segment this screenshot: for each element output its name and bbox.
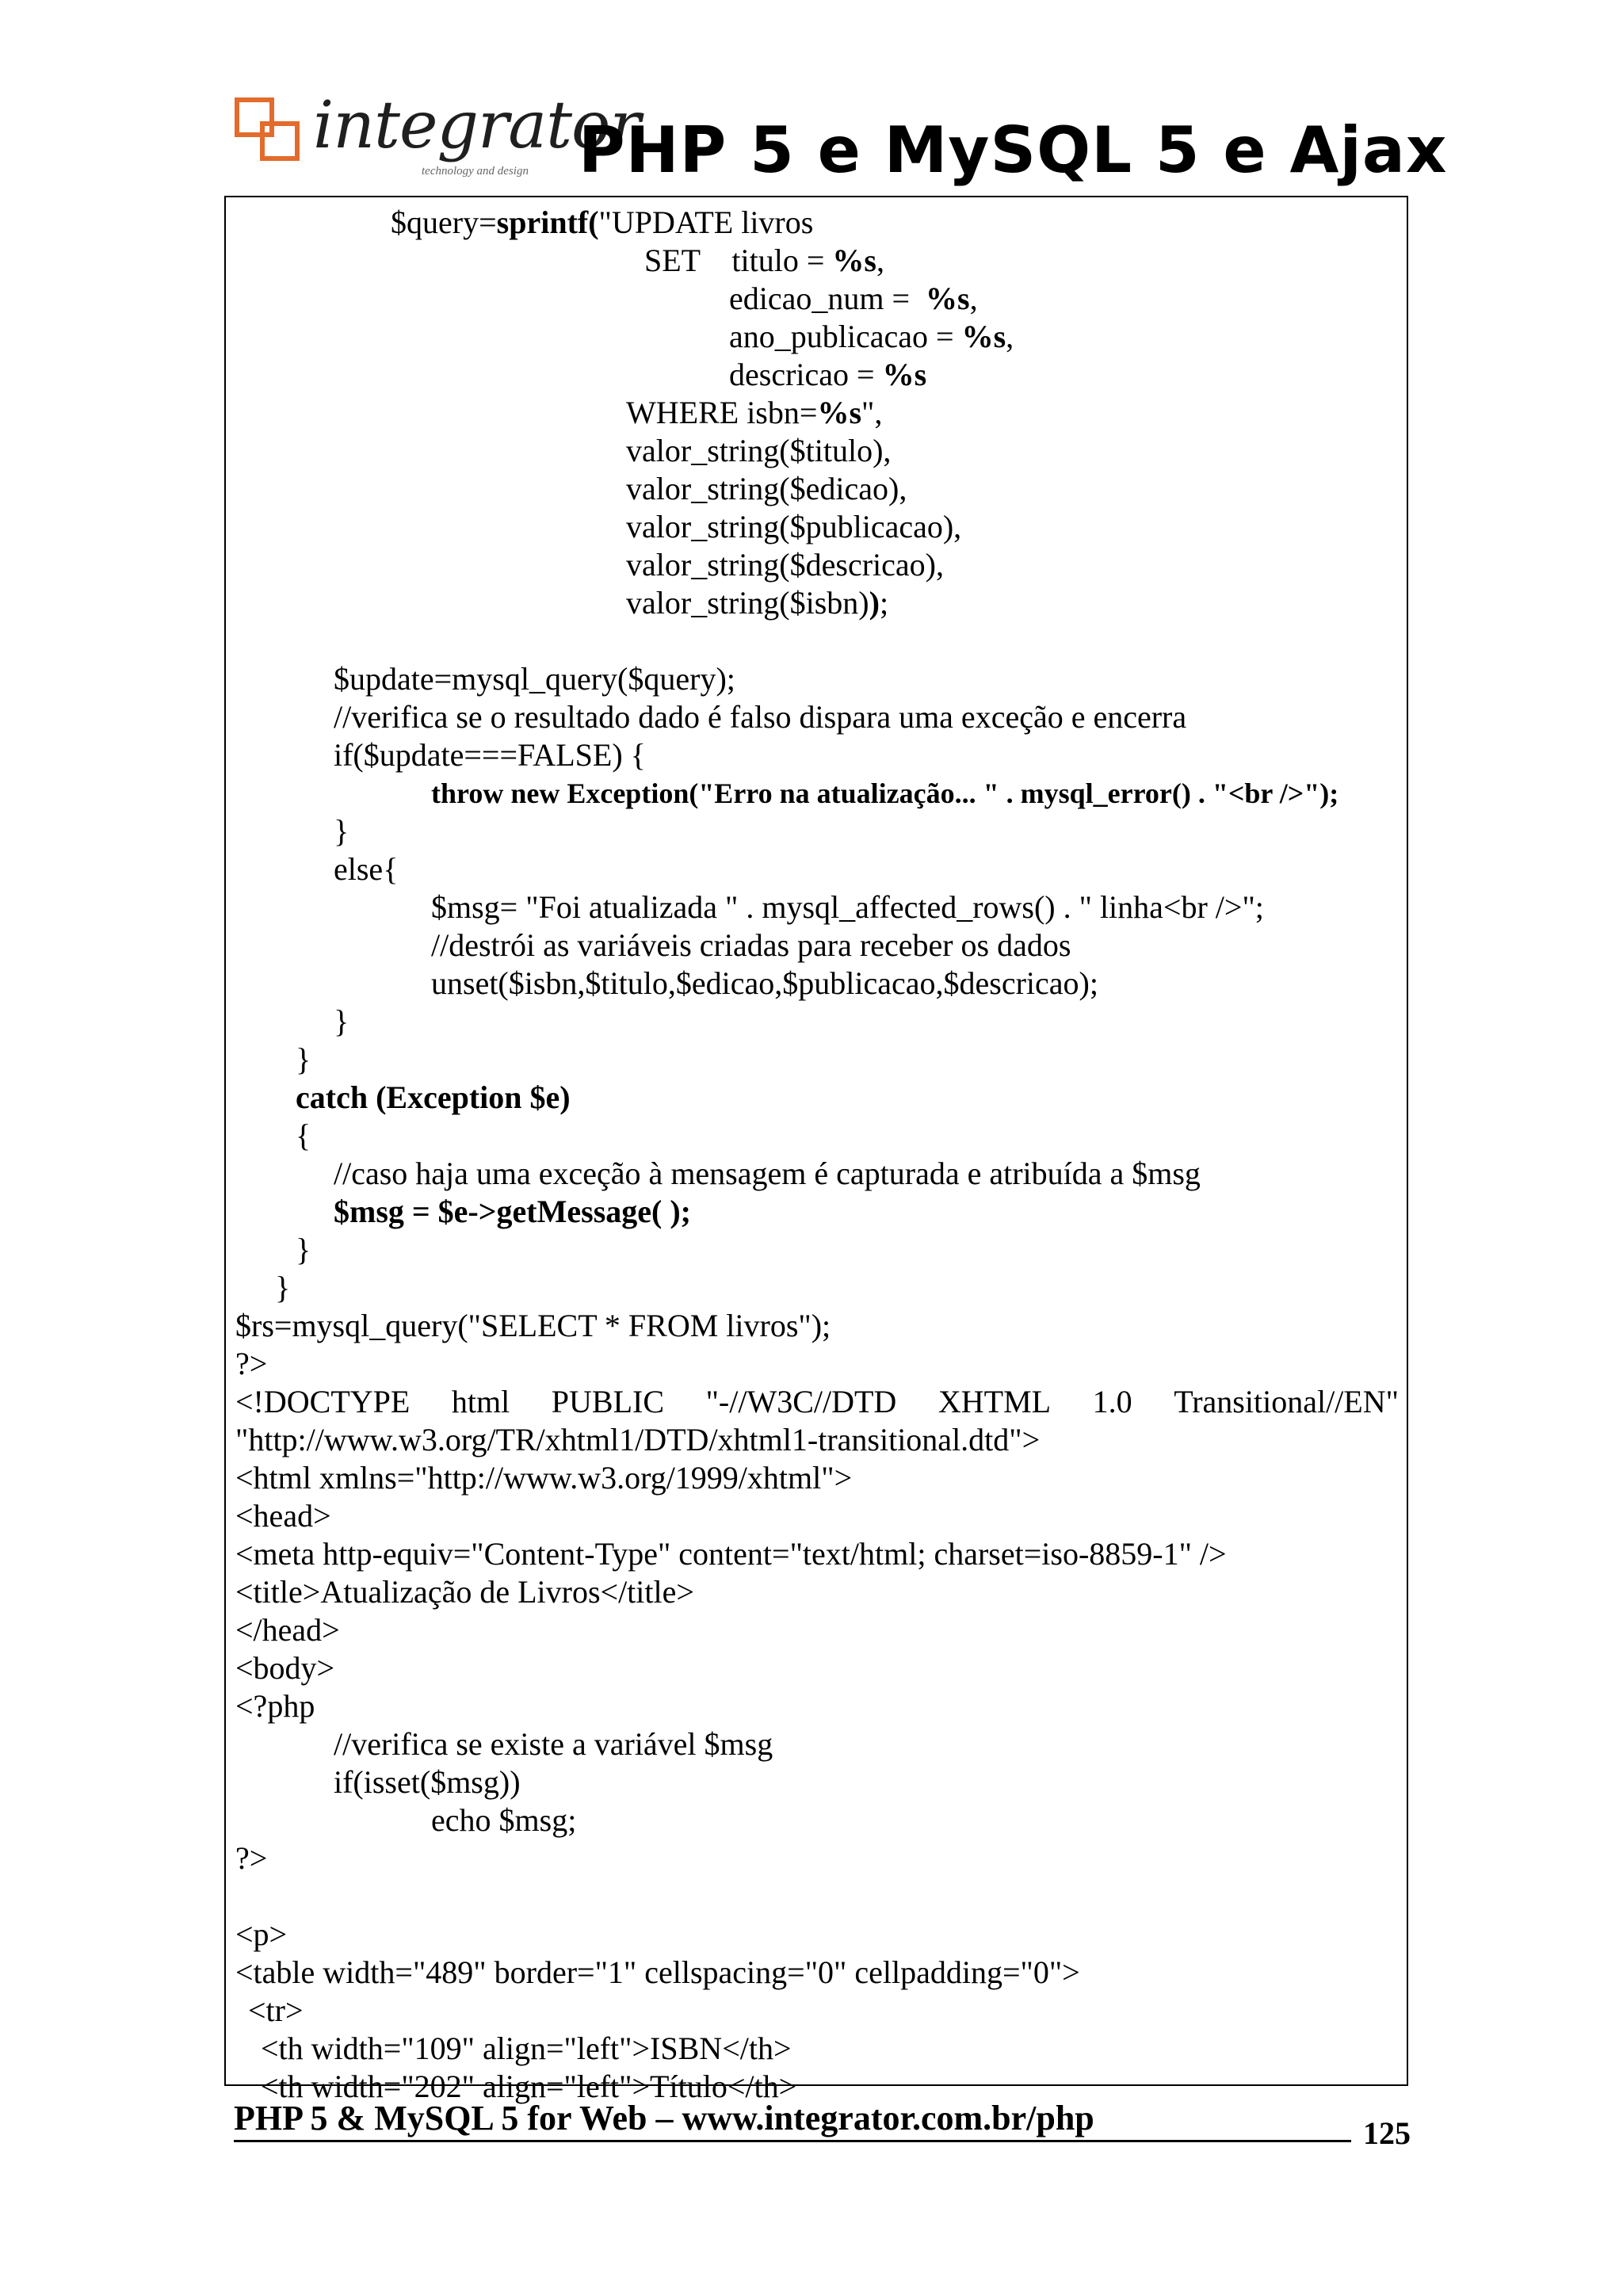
code-line: $update=mysql_query($query); <box>334 661 735 697</box>
code-line: $msg= "Foi atualizada " . mysql_affected_rows() . " linha<br />"; <box>431 889 1264 925</box>
code-line: } <box>296 1232 311 1267</box>
code-line: valor_string($edicao), <box>626 471 907 506</box>
code-line: valor_string($publicacao), <box>626 509 962 544</box>
code-line: valor_string($descricao), <box>626 547 944 583</box>
code-line: unset($isbn,$titulo,$edicao,$publicacao,$descricao); <box>431 965 1098 1001</box>
code-line: catch (Exception $e) <box>296 1079 571 1115</box>
code-line: if(isset($msg)) <box>334 1764 521 1800</box>
code-comment: //verifica se existe a variável $msg <box>334 1726 773 1762</box>
code-comment: //verifica se o resultado dado é falso dispara uma exceção e encerra <box>334 699 1187 735</box>
code-line: descricao = %s <box>729 357 927 392</box>
page-title: PHP 5 e MySQL 5 e Ajax <box>579 113 1448 187</box>
code-line: { <box>296 1117 311 1153</box>
code-line: } <box>334 813 349 849</box>
code-line: <th width="202" align="left">Título</th> <box>261 2069 797 2104</box>
code-line: <title>Atualização de Livros</title> <box>235 1574 694 1610</box>
code-comment: //destrói as variáveis criadas para receber os dados <box>431 927 1071 963</box>
code-line-doctype: <!DOCTYPE html PUBLIC "-//W3C//DTD XHTML 1.0 Transitional//EN" <box>235 1384 1399 1419</box>
code-line: </head> <box>235 1612 340 1648</box>
page-header <box>0 0 1623 198</box>
code-line: valor_string($titulo), <box>626 433 892 468</box>
code-line: WHERE isbn=%s", <box>626 395 883 430</box>
code-line: $msg = $e->getMessage( ); <box>334 1194 691 1229</box>
code-line: ?> <box>235 1840 268 1876</box>
code-line: valor_string($isbn)); <box>626 585 889 621</box>
code-line: <body> <box>235 1650 335 1686</box>
code-line: } <box>296 1041 311 1077</box>
code-line: $rs=mysql_query("SELECT * FROM livros"); <box>235 1308 831 1343</box>
code-line: <?php <box>235 1688 315 1724</box>
code-line: } <box>275 1270 291 1305</box>
code-line: $query=sprintf("UPDATE livros <box>391 204 814 240</box>
code-line: } <box>334 1003 349 1039</box>
code-line: <html xmlns="http://www.w3.org/1999/xhtml"> <box>235 1460 853 1496</box>
code-line: <th width="109" align="left">ISBN</th> <box>261 2030 792 2066</box>
code-listing <box>224 196 1408 2104</box>
code-comment: //caso haja uma exceção à mensagem é capturada e atribuída a $msg <box>334 1156 1201 1191</box>
page-footer: PHP 5 & MySQL 5 for Web – www.integrator.com.br/php <box>234 2099 1094 2137</box>
code-line: throw new Exception("Erro na atualização... " . mysql_error() . "<br />"); <box>431 777 1339 809</box>
code-line: "http://www.w3.org/TR/xhtml1/DTD/xhtml1-transitional.dtd"> <box>235 1422 1041 1457</box>
brand-tagline: technology and design <box>422 165 529 178</box>
code-line: <tr> <box>248 1992 304 2028</box>
code-line: <table width="489" border="1" cellspacing="0" cellpadding="0"> <box>235 1954 1080 1990</box>
code-line: if($update===FALSE) { <box>334 737 646 773</box>
integrator-logo-icon <box>234 94 305 165</box>
code-line: SET titulo = %s, <box>644 243 884 278</box>
code-line: <meta http-equiv="Content-Type" content="text/html; charset=iso-8859-1" /> <box>235 1536 1227 1572</box>
code-line: edicao_num = %s, <box>729 281 978 316</box>
footer-rule <box>234 2140 1351 2142</box>
code-line: ano_publicacao = %s, <box>729 319 1014 354</box>
page-number: 125 <box>1363 2115 1411 2151</box>
code-line: else{ <box>334 851 399 887</box>
code-line: <p> <box>235 1916 288 1952</box>
code-line: ?> <box>235 1346 268 1381</box>
code-line: <head> <box>235 1498 331 1534</box>
brand-name: integrator <box>313 88 640 163</box>
code-line: echo $msg; <box>431 1802 577 1838</box>
